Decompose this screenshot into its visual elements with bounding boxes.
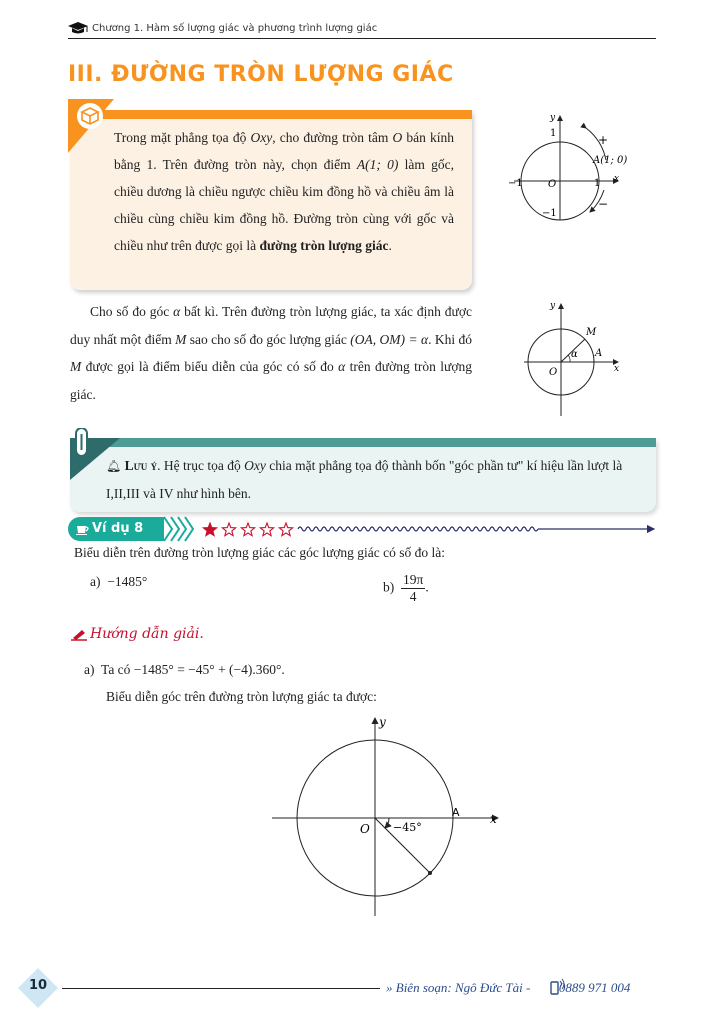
example-badge (68, 517, 164, 541)
head-cube-icon (68, 99, 116, 153)
def-a-point: A(1; 0) (356, 157, 399, 172)
fig3-x-label: x (490, 812, 497, 826)
fig1-origin: O (548, 179, 557, 190)
fig2-origin: O (549, 367, 558, 378)
figure-point-m (500, 298, 630, 420)
option-b-tail: . (425, 579, 429, 595)
def-text-3: bán kính bằng 1. Trên đường tròn này, chọn điểm (114, 130, 455, 172)
chapter-title: Chương 1. Hàm số lượng giác và phương trình lượng giác (92, 23, 378, 34)
note-label: Lưu ý (124, 458, 158, 473)
graduation-cap-icon (68, 21, 88, 35)
fig3-y-label: y (379, 715, 386, 729)
difficulty-stars (203, 523, 292, 536)
note-oxy: Oxy (244, 458, 266, 473)
para-text-4: . Khi đó (428, 331, 472, 347)
solution-a-label: a) (84, 662, 95, 677)
footer-phone: 0889 971 004 (558, 980, 631, 995)
fig2-x-label: x (614, 364, 620, 374)
fig2-a-label: A (595, 348, 603, 359)
wave-line (298, 527, 538, 531)
para-m2: M (70, 359, 82, 374)
fig1-one-right: 1 (594, 178, 601, 189)
def-oxy: Oxy (250, 130, 273, 145)
option-a (90, 574, 147, 590)
note-box-bar (70, 438, 656, 447)
section-title: III. ĐƯỜNG TRÒN LƯỢNG GIÁC (68, 62, 454, 87)
para-text-3: sao cho số đo góc lượng giác (186, 331, 351, 347)
fig1-plus: + (598, 133, 609, 147)
solution-a-text-2: Biểu diễn góc trên đường tròn lượng giác ta được: (106, 689, 377, 704)
star-icon (260, 523, 273, 536)
note-text (106, 452, 646, 507)
star-icon (279, 523, 292, 536)
para-alpha: α (173, 304, 181, 319)
para-m: M (175, 331, 187, 347)
page-header (68, 20, 656, 39)
option-b-fraction (401, 572, 425, 605)
star-icon (203, 523, 216, 536)
page-number: 10 (28, 978, 48, 993)
para-text-2: bất kì. Trên đường tròn lượng giác, ta xác định được duy nhất một điểm (70, 304, 473, 347)
option-b (383, 572, 429, 605)
fig2-y-label: y (550, 301, 556, 311)
def-o: O (392, 130, 403, 145)
pencil-hand-icon (70, 628, 88, 642)
star-icon (222, 523, 235, 536)
note-text-1: . Hệ trục tọa độ (157, 458, 245, 473)
fig3-a-label: A (452, 806, 460, 819)
chevron-icons (164, 517, 193, 541)
fig2-angle-arc (568, 355, 570, 362)
def-text-2: , cho đường tròn tâm (272, 130, 393, 145)
para-expr: (OA, OM) = α (350, 331, 429, 347)
definition-box-bar (70, 110, 472, 119)
footer-author (386, 980, 630, 996)
fig3-point (428, 871, 432, 875)
def-text-1: Trong mặt phẳng tọa độ (114, 130, 251, 145)
figure-trig-circle (500, 108, 640, 228)
fig2-m-label: M (586, 327, 597, 338)
solution-title: Hướng dẫn giải. (90, 626, 204, 642)
fig1-neg-one-left: −1 (508, 178, 523, 189)
fig1-minus: − (598, 197, 609, 211)
fig2-alpha: α (571, 349, 578, 360)
fig1-one-top: 1 (550, 128, 557, 139)
paragraph-angle (70, 298, 472, 408)
definition-text (114, 124, 454, 259)
footer-line (62, 988, 380, 989)
para-text-1: Cho số đo góc (90, 304, 174, 319)
example-task: Biểu diễn trên đường tròn lượng giác các góc lượng giác có số đo là: (74, 545, 446, 560)
option-a-label: a) (90, 574, 101, 589)
para-alpha2: α (338, 359, 346, 374)
def-text-5: . (388, 238, 392, 253)
fig1-y-label: y (550, 113, 556, 123)
para-text-5: được gọi là điểm biểu diễn của góc có số đo (81, 359, 339, 374)
option-b-denominator: 4 (409, 589, 417, 604)
option-a-value: −1485° (107, 574, 148, 589)
cup-icon (76, 524, 90, 535)
footer-author-text: » Biên soạn: Ngô Đức Tài - (386, 980, 531, 995)
fig1-neg-one-bottom: −1 (542, 208, 557, 219)
option-b-label: b) (383, 579, 395, 595)
solution-a-text: Ta có −1485° = −45° + (−4).360°. (101, 662, 285, 677)
fig3-angle-arrow (385, 818, 389, 828)
para-text-6: trên đường tròn lượng giác. (70, 359, 472, 402)
fig1-x-label: x (614, 174, 620, 184)
def-term: đường tròn lượng giác (259, 238, 389, 253)
figure-minus-45 (268, 712, 508, 918)
solution-a (84, 662, 285, 678)
note-text-2: chia mặt phẳng tọa độ thành bốn "góc phần tư" kí hiệu lần lượt là I,II,III và IV như hình bên. (106, 458, 623, 501)
phone-icon (548, 978, 566, 996)
fig3-origin: O (360, 822, 370, 836)
star-icon (241, 523, 254, 536)
def-text-4: làm gốc, chiều dương là chiều ngược chiều kim đồng hồ và chiều âm là chiều cùng chiều kim đồng hồ. Đường tròn cùng với gốc và chiều như trên được gọi là (114, 157, 454, 253)
fig1-a-label: A(1; 0) (593, 155, 628, 166)
fig3-angle-label: −45° (393, 821, 422, 834)
option-b-numerator: 19π (403, 572, 424, 587)
bell-icon: 🔔︎ (106, 459, 122, 473)
example-label: Ví dụ 8 (92, 521, 144, 536)
